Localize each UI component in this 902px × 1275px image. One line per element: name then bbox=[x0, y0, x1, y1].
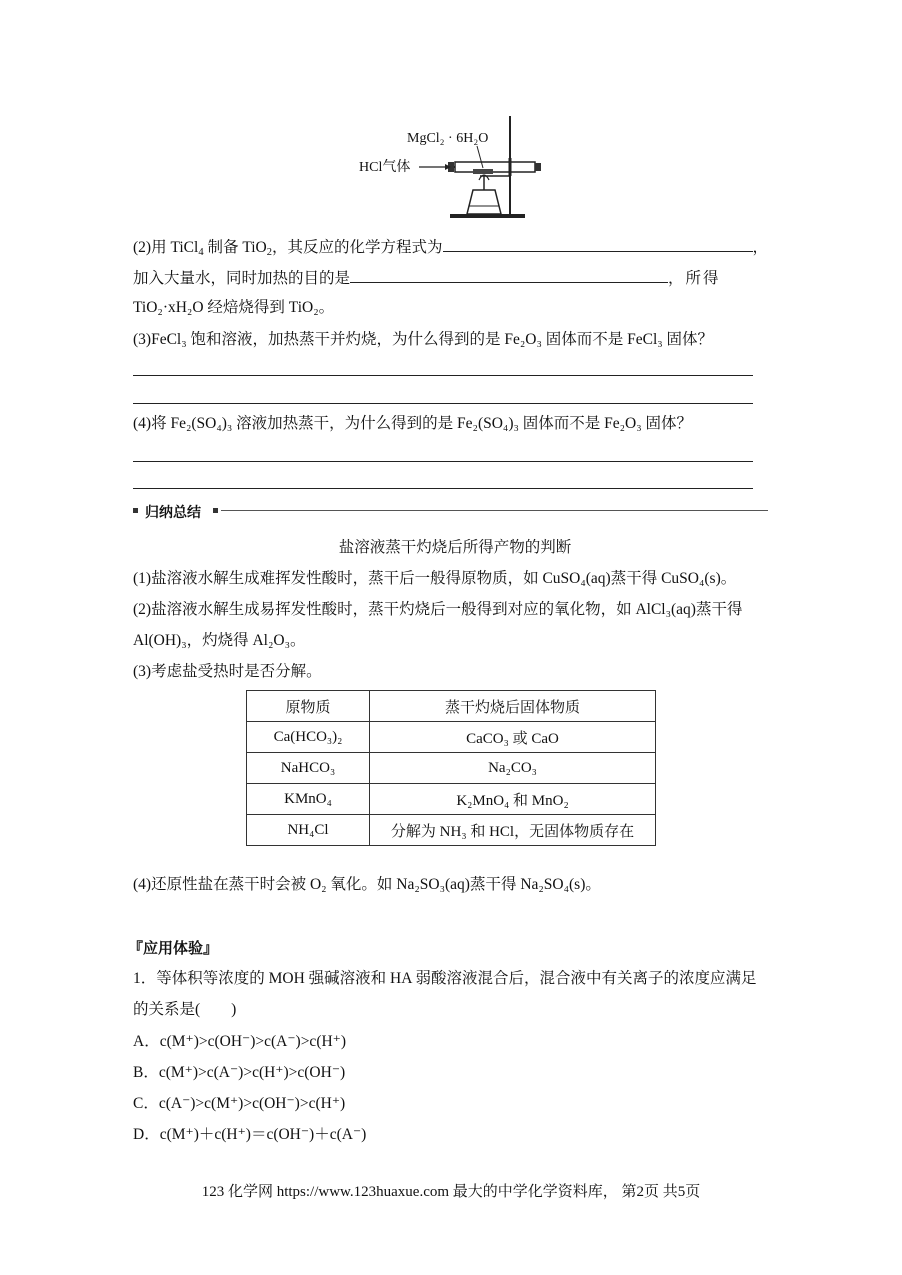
q2-line1-prefix: (2)用 TiCl bbox=[133, 239, 199, 256]
table-header-row bbox=[247, 691, 656, 722]
summary-p4: (4)还原性盐在蒸干时会被 O₂ 氧化。如 Na₂SO₃(aq)蒸干得 Na₂SO₄(s)。 bbox=[133, 876, 601, 893]
q2-line3: TiO₂·xH₂O 经焙烧得到 TiO₂。 bbox=[133, 299, 335, 316]
practice-q1a: 1．等体积等浓度的 MOH 强碱溶液和 HA 弱酸溶液混合后，混合液中有关离子的浓度应满足 bbox=[133, 970, 757, 987]
square-bullet-icon bbox=[213, 508, 218, 513]
q2-line1-suffix: ，其反应的化学方程式为 bbox=[272, 239, 443, 256]
q3-answer-line-2[interactable] bbox=[133, 403, 753, 404]
table-cell: Ca(HCO₃)₂ bbox=[247, 722, 370, 753]
q2-answer-blank-2[interactable] bbox=[350, 267, 668, 283]
summary-heading-bar bbox=[133, 501, 768, 521]
table-cell: NH₄Cl bbox=[247, 815, 370, 846]
summary-title: 盐溶液蒸干灼烧后所得产物的判断 bbox=[338, 539, 572, 556]
q2-line1-end: ， bbox=[752, 239, 769, 256]
q4-text: (4)将 Fe₂(SO₄)₃ 溶液加热蒸干，为什么得到的是 Fe₂(SO₄)₃ 固体而不是 Fe₂O₃ 固体？ bbox=[133, 415, 693, 432]
table-cell: KMnO₄ bbox=[247, 784, 370, 815]
option-c[interactable]: C．c(A⁻)>c(M⁺)>c(OH⁻)>c(H⁺) bbox=[133, 1095, 346, 1112]
q2-line2 bbox=[133, 267, 721, 289]
q2-line2-prefix: 加入大量水，同时加热的目的是 bbox=[133, 270, 351, 287]
q2-line1-sub2: 2 bbox=[266, 247, 273, 258]
product-table bbox=[246, 690, 656, 846]
q2-line1-sub: 4 bbox=[198, 247, 204, 258]
q3-text: (3)FeCl₃ 饱和溶液，加热蒸干并灼烧，为什么得到的是 Fe₂O₃ 固体而不是 FeCl₃ 固体？ bbox=[133, 331, 714, 348]
figure-label-gas: HCl气体 bbox=[359, 160, 411, 175]
table-header-cell: 原物质 bbox=[247, 691, 370, 722]
option-d[interactable]: D．c(M⁺)＋c(H⁺)＝c(OH⁻)＋c(A⁻) bbox=[133, 1126, 367, 1143]
table-cell: Na₂CO₃ bbox=[370, 753, 656, 784]
table-header-cell: 蒸干灼烧后固体物质 bbox=[370, 691, 656, 722]
square-bullet-icon bbox=[133, 508, 138, 513]
table-cell: CaCO₃ 或 CaO bbox=[370, 722, 656, 753]
table-row bbox=[247, 784, 656, 815]
q2-line1-mid: 制备 TiO bbox=[203, 239, 267, 256]
q2-answer-blank-1[interactable] bbox=[443, 236, 753, 252]
summary-p2b: Al(OH)₃，灼烧得 Al₂O₃。 bbox=[133, 632, 306, 649]
option-a[interactable]: A．c(M⁺)>c(OH⁻)>c(A⁻)>c(H⁺) bbox=[133, 1033, 347, 1050]
heading-divider bbox=[221, 510, 768, 511]
practice-q1b: 的关系是( ) bbox=[133, 1001, 237, 1018]
table-cell: NaHCO₃ bbox=[247, 753, 370, 784]
summary-p3: (3)考虑盐受热时是否分解。 bbox=[133, 663, 322, 680]
q2-line1 bbox=[133, 236, 768, 258]
q4-answer-line-1[interactable] bbox=[133, 461, 753, 462]
q3-answer-line-1[interactable] bbox=[133, 375, 753, 376]
table-row bbox=[247, 753, 656, 784]
table-cell: K₂MnO₄ 和 MnO₂ bbox=[370, 784, 656, 815]
page-footer: 123 化学网 https://www.123huaxue.com 最大的中学化学资料库， 第2页 共5页 bbox=[201, 1184, 701, 1200]
option-b[interactable]: B．c(M⁺)>c(A⁻)>c(H⁺)>c(OH⁻) bbox=[133, 1064, 346, 1081]
q2-line2-suffix: ，所得 bbox=[668, 270, 721, 287]
summary-p1: (1)盐溶液水解生成难挥发性酸时，蒸干后一般得原物质，如 CuSO₄(aq)蒸干得 CuSO₄(s)。 bbox=[133, 570, 737, 587]
table-row bbox=[247, 722, 656, 753]
q4-answer-line-2[interactable] bbox=[133, 488, 753, 489]
figure-label-salt: MgCl₂ · 6H₂O bbox=[407, 131, 489, 146]
table-cell: 分解为 NH₃ 和 HCl，无固体物质存在 bbox=[370, 815, 656, 846]
summary-heading: 归纳总结 bbox=[145, 505, 201, 521]
practice-heading: 『应用体验』 bbox=[128, 939, 219, 957]
table-row bbox=[247, 815, 656, 846]
summary-p2a: (2)盐溶液水解生成易挥发性酸时，蒸干灼烧后一般得到对应的氧化物，如 AlCl₃(aq)蒸干得 bbox=[133, 601, 743, 618]
